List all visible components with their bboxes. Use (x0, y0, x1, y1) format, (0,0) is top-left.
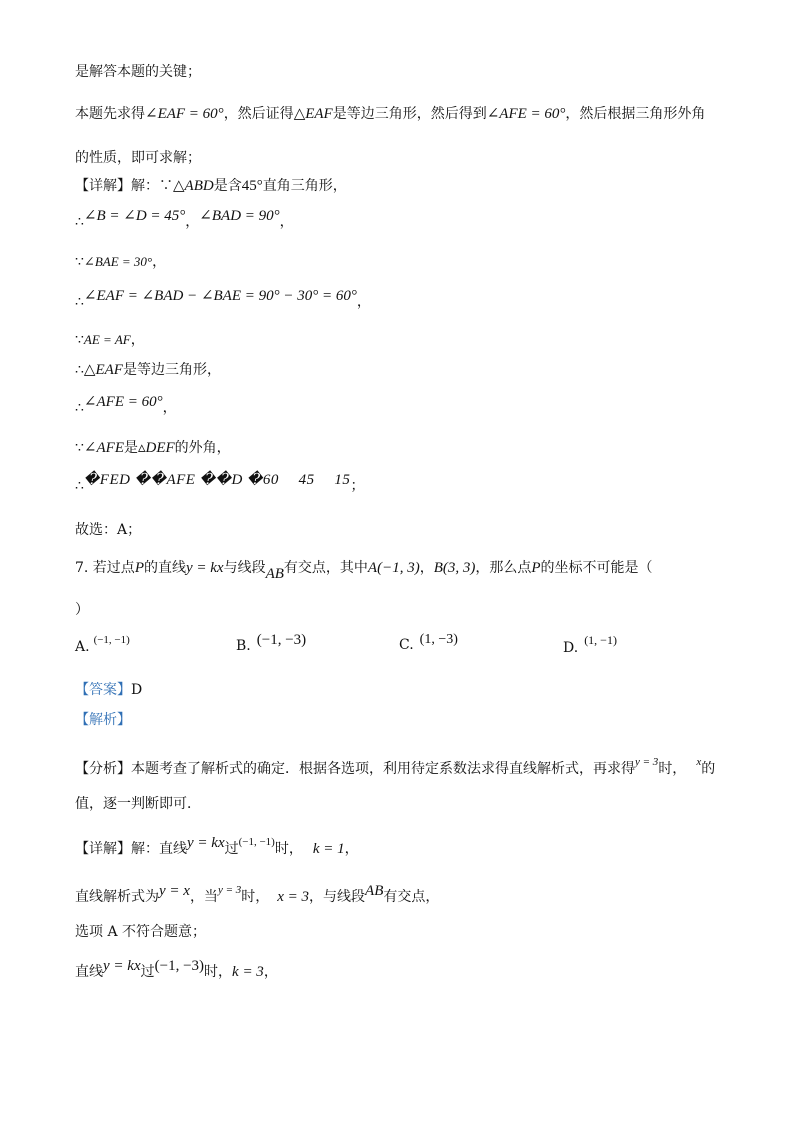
text: ， (419, 560, 434, 576)
math: x = 3 (277, 889, 310, 905)
text: 过 (224, 841, 239, 857)
text: 有交点， (383, 889, 440, 905)
math: ∠B = ∠D = 45° (83, 208, 186, 224)
text: 与线段 (223, 560, 266, 576)
text: ， (130, 332, 145, 348)
text: 【分析】本题考查了解析式的确定．根据各选项，利用待定系数法求得直线解析式，再求得 (75, 761, 635, 777)
math: k = 3 (232, 964, 264, 980)
text: ∵ (75, 440, 84, 456)
text: 【详解】解：直线 (75, 841, 187, 857)
math: ∠AFE = 60° (83, 394, 163, 410)
text: ，当 (189, 889, 218, 905)
text-line (75, 600, 89, 620)
text: 【详解】解：∵ (75, 178, 173, 194)
text: ， (185, 214, 200, 230)
option-b (236, 630, 306, 656)
text: ， (162, 400, 177, 416)
text: ∴ (75, 214, 84, 230)
text: ，然后根据三角形外角 (565, 106, 706, 122)
text-line (75, 104, 705, 124)
text: 时， (204, 964, 233, 980)
text: 故选：A； (75, 522, 142, 538)
math: △ABD (173, 178, 214, 194)
math: A(−1, 3) (367, 560, 420, 576)
text: 的 (701, 761, 716, 777)
math: ∠BAD = 90° (199, 208, 280, 224)
text-line (75, 752, 715, 779)
text: ， (356, 294, 371, 310)
math: y = 3 (217, 884, 242, 896)
text: ∵ (75, 254, 84, 270)
text: ∵ (75, 332, 84, 348)
text: 的性质，即可求解； (75, 150, 201, 166)
math: x (696, 756, 702, 768)
math: 45° (241, 178, 263, 194)
math: AB (265, 566, 284, 582)
text-line (75, 176, 347, 196)
math: P (134, 560, 144, 576)
answer-value: D (131, 682, 143, 698)
math: (−1, −3) (154, 958, 205, 974)
text-line (75, 438, 231, 458)
question-7 (75, 558, 653, 584)
math: AB (365, 883, 384, 899)
text-line (75, 252, 166, 272)
text: 是等边三角形， (122, 362, 221, 378)
option-value: (−1, −3) (256, 632, 307, 648)
text: ，然后证得 (223, 106, 294, 122)
math: y = x (159, 883, 190, 899)
math: k = 1 (312, 841, 345, 857)
math: ∠EAF = 60° (145, 106, 224, 122)
text-line (75, 360, 221, 380)
option-value: (1, −1) (584, 633, 617, 647)
text-line (75, 922, 206, 942)
math: ∠AFE = 60° (486, 106, 566, 122)
text: ，那么点 (475, 560, 532, 576)
text: 直线 (75, 964, 103, 980)
text: ， (344, 841, 359, 857)
text: 是解答本题的关键； (75, 64, 201, 80)
text-line (75, 470, 364, 496)
math: ∠EAF = ∠BAD − ∠BAE = 90° − 30° = 60° (83, 288, 357, 304)
option-value: (−1, −1) (93, 634, 130, 646)
option-label: A. (75, 639, 90, 655)
math: y = 3 (635, 756, 659, 768)
text-line (75, 206, 294, 232)
text: 的坐标不可能是（ (540, 560, 653, 576)
text: 过 (140, 964, 155, 980)
math: P (531, 560, 541, 576)
analysis-line (75, 710, 131, 730)
text: 是 (123, 440, 138, 456)
analysis-tag: 【解析】 (75, 712, 131, 728)
math: △EAF (293, 106, 333, 122)
option-label: B. (236, 638, 251, 654)
option-a (75, 630, 130, 657)
text: 是等边三角形，然后得到 (332, 106, 487, 122)
text: ∴ (75, 478, 84, 494)
text: 直线解析式为 (75, 889, 159, 905)
text-line (75, 148, 201, 168)
math: ∠BAE = 30° (83, 254, 153, 269)
text: 的直线 (143, 560, 186, 576)
option-label: D. (563, 640, 579, 656)
text: 的外角， (174, 440, 231, 456)
text: ， (279, 214, 294, 230)
math: AE = AF (83, 332, 131, 347)
text: ， (152, 254, 167, 270)
math-garbled: �FED ��AFE ��D �60 45 15 (83, 472, 351, 488)
text: ， (263, 964, 278, 980)
math: y = kx (185, 560, 224, 576)
text: 有交点，其中 (283, 560, 368, 576)
text: 时， (658, 761, 687, 777)
text: 是含 (213, 178, 242, 194)
text: ∴ (75, 294, 84, 310)
math: ▵DEF (137, 440, 175, 456)
text: 直角三角形， (262, 178, 347, 194)
text: 值，逐一判断即可． (75, 796, 201, 812)
text-line (75, 956, 278, 982)
text-line (75, 62, 201, 82)
math: y = kx (187, 835, 225, 851)
text-line (75, 832, 359, 859)
text-line (75, 794, 201, 814)
math: B(3, 3) (433, 560, 476, 576)
text: 时， (274, 841, 303, 857)
option-c (399, 630, 458, 655)
answer-tag: 【答案】 (75, 682, 131, 698)
math: (−1, −1) (238, 836, 275, 848)
text: ∴ (75, 400, 84, 416)
text: ） (75, 602, 89, 618)
option-label: C. (399, 637, 414, 653)
text-line (75, 520, 141, 540)
text: 本题先求得 (75, 106, 145, 122)
option-d (563, 630, 617, 658)
question-number: 7. 若过点 (75, 560, 135, 576)
math: ∠AFE (83, 440, 124, 456)
text: 时， (241, 889, 270, 905)
text-line (75, 330, 145, 350)
answer-line (75, 680, 142, 700)
text-line (75, 880, 439, 907)
text: ； (350, 478, 365, 494)
math: △EAF (83, 362, 123, 378)
text: ，与线段 (309, 889, 366, 905)
text-line (75, 392, 177, 418)
option-value: (1, −3) (419, 632, 458, 647)
text-line (75, 286, 371, 312)
math: y = kx (103, 958, 141, 974)
text: ∴ (75, 362, 84, 378)
text: 选项 A 不符合题意； (75, 924, 207, 940)
